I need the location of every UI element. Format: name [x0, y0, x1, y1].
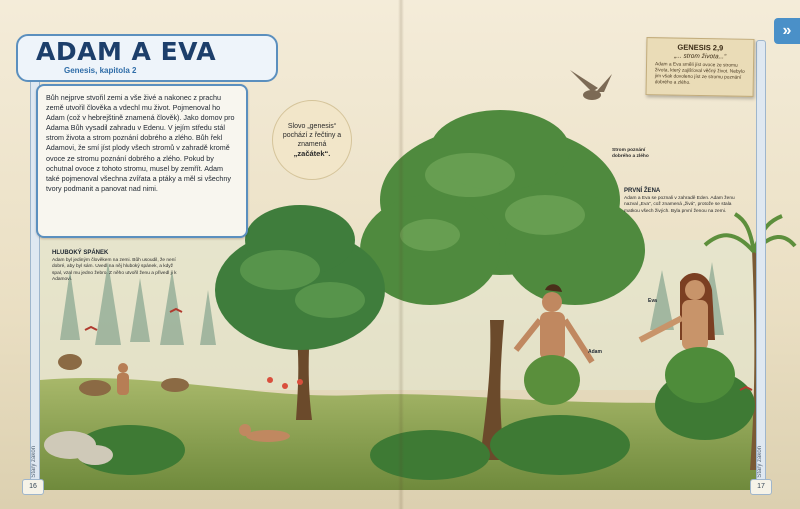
- intro-text-box: [36, 84, 248, 238]
- quote-explanation: Adam a Eva směli jíst ovoce ze stromu života, který zajišťoval věčný život. Nebylo jim však dovoleno jíst ze stromu poznání dobrého a zlého.: [654, 62, 745, 86]
- right-margin-rail: [756, 40, 766, 492]
- deep-sleep-text: Adam byl jediným člověkem na zemi. Bůh usoudil, že není dobré, aby byl sám. Uvedl na něj hluboký spánek, a když spal, vzal mu jedno žebro. Z něho utvořil ženu a přivedl ji k Adamovi.: [52, 258, 177, 282]
- chapter-reference: Genesis, kapitola 2: [64, 66, 137, 75]
- page-title: ADAM A EVA: [36, 37, 217, 66]
- page-number-right: 17: [750, 479, 772, 495]
- deep-sleep-title: HLUBOKÝ SPÁNEK: [52, 250, 109, 256]
- next-page-button[interactable]: »: [774, 18, 800, 44]
- first-woman-text: Adam a Eva se poznali v zahradě Eden. Adam ženu nazval „Eva“, což znamená „živá“, protože se stala matkou všech živých. Byla první ženou na zemi.: [624, 196, 735, 214]
- eagle-bird: [570, 70, 612, 100]
- quote-text: „... strom života...“: [674, 52, 727, 61]
- tree-of-knowledge-label: Strom poznání dobrého a zlého: [612, 148, 649, 160]
- badge-line-2: „začátek“.: [293, 149, 331, 158]
- right-side-label: Starý zákon: [757, 446, 763, 478]
- page-number-left: 16: [22, 479, 44, 495]
- eva-label: Eva: [648, 298, 657, 304]
- genesis-word-badge: [272, 100, 352, 180]
- title-box: [16, 34, 278, 82]
- intro-paragraph: Bůh nejprve stvořil zemi a vše živé a nakonec z prachu země utvořil člověka a vdechl mu život. Pojmenoval ho Adam (což v hebrejštině znamená člověk). Jako domov pro Adama Bůh vysadil zahradu v Edenu. V jejím středu stál strom života a strom poznání dobrého a zlého. Bůh řekl Adamovi, že smí jíst plody všech stromů v zahradě kromě ovoce ze stromu poznání dobrého a zlého. Pokud by ochutnal ovoce z tohoto stromu, musel by zemřít. Adam také pojmenoval všechna zvířata a ptáky a měl si všechny tvory podmanit a panovat nad nimi.: [46, 93, 235, 193]
- adam-label: Adam: [588, 349, 602, 355]
- bible-quote-note: [646, 37, 755, 97]
- left-side-label: Starý zákon: [31, 446, 37, 478]
- badge-line-1: Slovo „genesis“ pochází z řečtiny a znamená: [282, 123, 342, 148]
- badge-text: [273, 122, 351, 158]
- book-gutter: [398, 0, 404, 509]
- quote-reference: GENESIS 2,9: [677, 42, 724, 53]
- first-woman-title: PRVNÍ ŽENA: [624, 188, 661, 194]
